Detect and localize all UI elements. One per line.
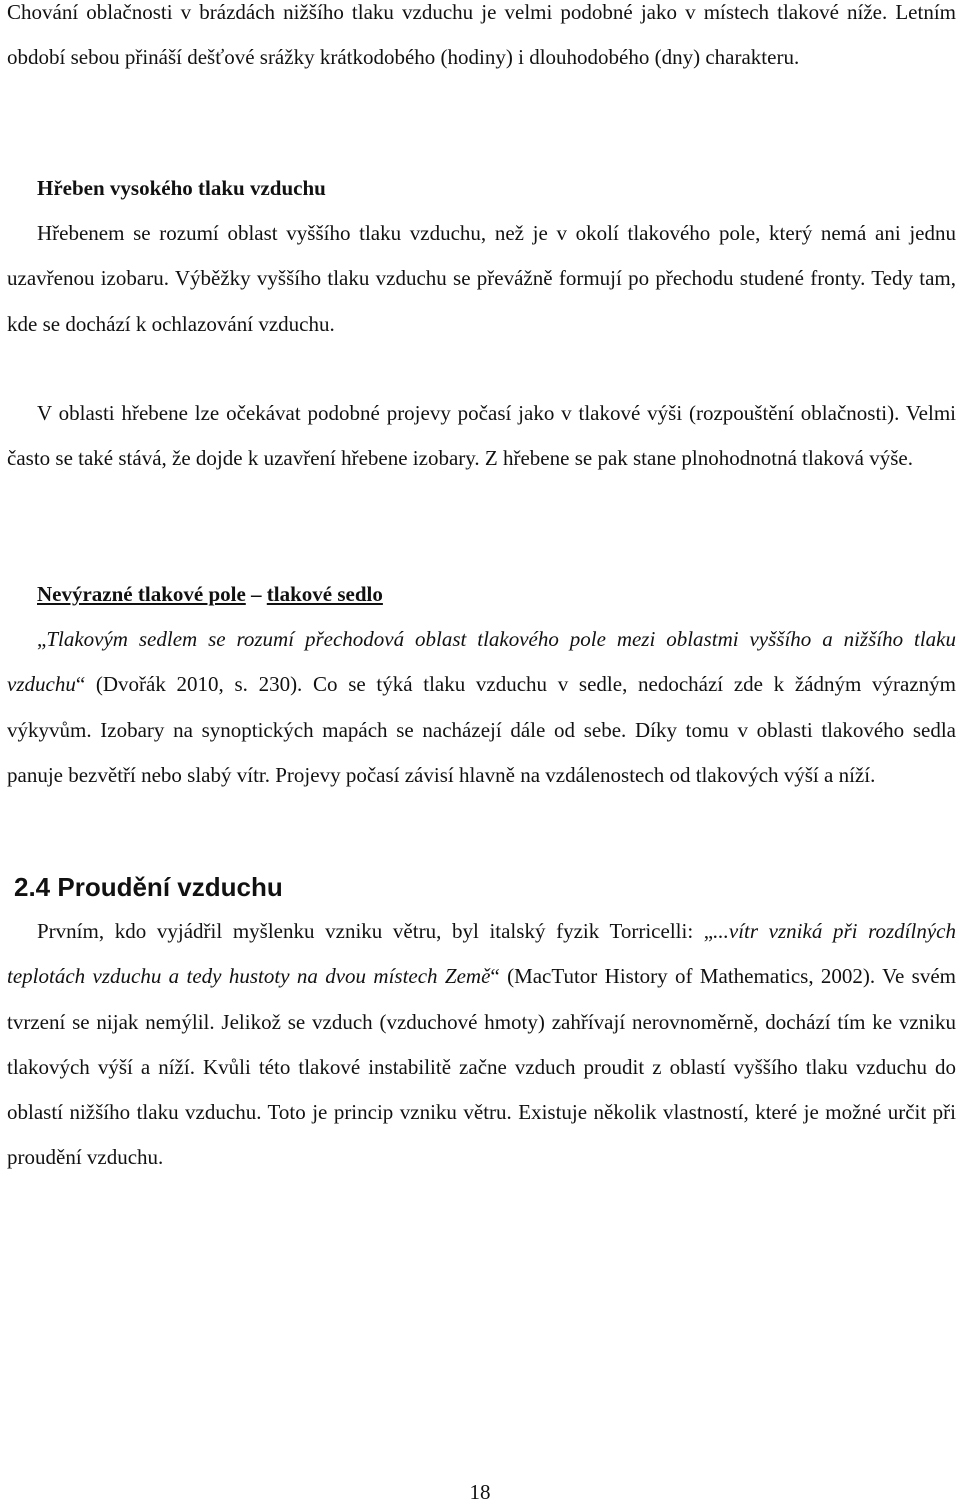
ridge-paragraph-1: Hřebenem se rozumí oblast vyššího tlaku vzduchu, než je v okolí tlakového pole, který nemá ani jednu uzavřenou izobaru. Výběžky vyššího tlaku vzduchu se převážně formují po přechodu studené fronty. Tedy tam, kde se dochází k ochlazování vzduchu. [7, 221, 956, 336]
saddle-paragraph [0, 617, 960, 798]
section-flow [0, 867, 960, 1181]
flow-paragraph [0, 909, 960, 1181]
saddle-quote-close: “ [75, 672, 86, 697]
saddle-heading-dash: – [245, 582, 267, 606]
flow-quote-close: “ [490, 964, 500, 989]
paragraph-intro: Chování oblačnosti v brázdách nižšího tlaku vzduchu je velmi podobné jako v místech tlakové níže. Letním období sebou přináší dešťové srážky krátkodobého (hodiny) i dlouhodobého (dny) charakteru. [7, 0, 956, 70]
saddle-quote-text: Tlakovým sedlem se rozumí přechodová oblast tlakového pole mezi oblastmi vyššího a nižšího tlaku vzduchu [7, 627, 956, 697]
saddle-heading-part1: Nevýrazné tlakové pole [37, 582, 246, 606]
saddle-heading [0, 572, 960, 617]
section-ridge-2 [0, 391, 960, 482]
saddle-heading-part2: tlakové sedlo [266, 582, 383, 606]
paragraph-block-1 [0, 0, 960, 81]
flow-heading: 2.4 Proudění vzduchu [14, 872, 283, 902]
saddle-quote-open: „ [37, 627, 47, 651]
page-number: 18 [469, 1480, 491, 1504]
flow-quote-text: ...vítr vzniká při rozdílných teplotách vzduchu a tedy hustoty na dvou místech Země [7, 919, 956, 989]
ridge-heading: Hřeben vysokého tlaku vzduchu [37, 176, 326, 200]
flow-intro-text: Prvním, kdo vyjádřil myšlenku vzniku větru, byl italský fyzik Torricelli: „ [37, 919, 714, 943]
flow-rest-text: (MacTutor History of Mathematics, 2002). Ve svém tvrzení se nijak nemýlil. Jelikož se vzduch (vzduchové hmoty) zahřívají nerovnoměrně, dochází tím ke vzniku tlakových výší a níží. Kvůli této tlakové instabilitě začne vzduch proudit z oblastí vyššího tlaku vzduchu do oblastí nižšího tlaku vzduchu. Toto je princip vzniku větru. Existuje několik vlastností, které je možné určit při proudění vzduchu. [7, 964, 956, 1170]
saddle-rest-text: (Dvořák 2010, s. 230). Co se týká tlaku vzduchu v sedle, nedochází zde k žádným výrazným výkyvům. Izobary na synoptických mapách se nacházejí dále od sebe. Díky tomu v oblasti tlakového sedla panuje bezvětří nebo slabý vítr. Projevy počasí závisí hlavně na vzdálenostech od tlakových výší a níží. [7, 672, 956, 787]
ridge-paragraph-2: V oblasti hřebene lze očekávat podobné projevy počasí jako v tlakové výši (rozpouštění oblačnosti). Velmi často se také stává, že dojde k uzavření hřebene izobary. Z hřebene se pak stane plnohodnotná tlaková výše. [7, 401, 956, 471]
section-saddle [0, 572, 960, 798]
section-ridge [0, 166, 960, 347]
